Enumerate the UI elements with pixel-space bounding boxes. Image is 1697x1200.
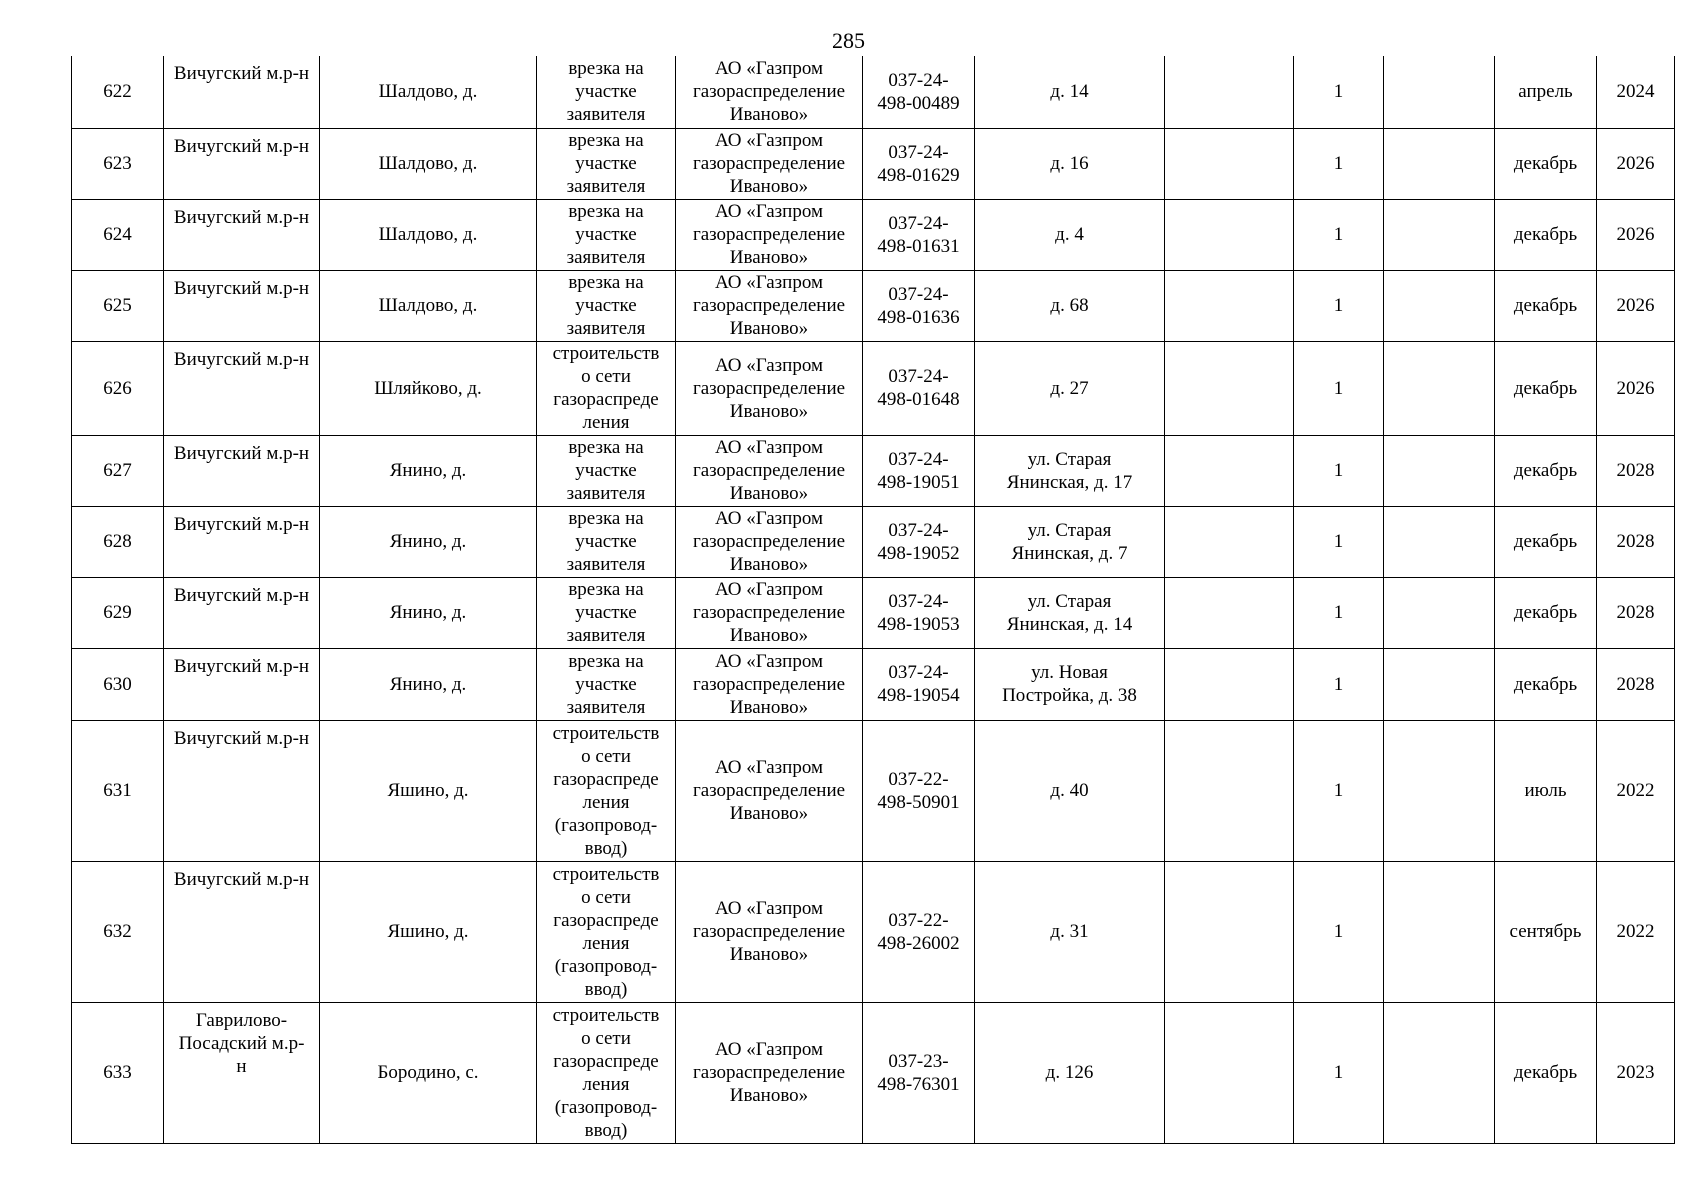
locality-cell: Янино, д. xyxy=(320,648,537,720)
month-cell: апрель xyxy=(1495,56,1597,128)
work-type-cell: врезка на участке заявителя xyxy=(537,506,676,577)
address-cell: д. 27 xyxy=(975,341,1165,435)
address-cell: д. 40 xyxy=(975,720,1165,861)
code-cell: 037-22- 498-50901 xyxy=(863,720,975,861)
count-cell: 1 xyxy=(1294,861,1384,1002)
table-row xyxy=(72,720,1675,861)
row-number-cell: 624 xyxy=(72,199,164,270)
row-number-cell: 631 xyxy=(72,720,164,861)
month-cell: декабрь xyxy=(1495,1002,1597,1143)
district-cell: Вичугский м.р-н xyxy=(164,577,320,648)
district-cell: Вичугский м.р-н xyxy=(164,199,320,270)
code-cell: 037-24- 498-00489 xyxy=(863,56,975,128)
table-row xyxy=(72,128,1675,199)
count-cell: 1 xyxy=(1294,128,1384,199)
address-cell: ул. Новая Постройка, д. 38 xyxy=(975,648,1165,720)
district-cell: Вичугский м.р-н xyxy=(164,506,320,577)
row-number-cell: 632 xyxy=(72,861,164,1002)
empty-cell xyxy=(1165,506,1294,577)
year-cell: 2028 xyxy=(1597,648,1675,720)
year-cell: 2026 xyxy=(1597,270,1675,341)
organization-cell: АО «Газпром газораспределение Иваново» xyxy=(676,577,863,648)
table-body xyxy=(72,56,1675,1143)
empty-cell xyxy=(1384,199,1495,270)
locality-cell: Шалдово, д. xyxy=(320,199,537,270)
row-number-cell: 622 xyxy=(72,56,164,128)
month-cell: декабрь xyxy=(1495,341,1597,435)
table-row xyxy=(72,435,1675,506)
empty-cell xyxy=(1165,648,1294,720)
district-cell: Вичугский м.р-н xyxy=(164,341,320,435)
year-cell: 2026 xyxy=(1597,341,1675,435)
locality-cell: Бородино, с. xyxy=(320,1002,537,1143)
count-cell: 1 xyxy=(1294,435,1384,506)
month-cell: декабрь xyxy=(1495,506,1597,577)
empty-cell xyxy=(1384,861,1495,1002)
work-type-cell: врезка на участке заявителя xyxy=(537,648,676,720)
empty-cell xyxy=(1165,720,1294,861)
table-row xyxy=(72,56,1675,128)
organization-cell: АО «Газпром газораспределение Иваново» xyxy=(676,199,863,270)
row-number-cell: 626 xyxy=(72,341,164,435)
table-row xyxy=(72,648,1675,720)
district-cell: Вичугский м.р-н xyxy=(164,435,320,506)
table-row xyxy=(72,506,1675,577)
empty-cell xyxy=(1384,1002,1495,1143)
work-type-cell: строительств о сети газораспреде ления (газопровод- ввод) xyxy=(537,1002,676,1143)
address-cell: д. 31 xyxy=(975,861,1165,1002)
locality-cell: Шалдово, д. xyxy=(320,128,537,199)
work-type-cell: врезка на участке заявителя xyxy=(537,577,676,648)
row-number-cell: 630 xyxy=(72,648,164,720)
year-cell: 2024 xyxy=(1597,56,1675,128)
row-number-cell: 633 xyxy=(72,1002,164,1143)
code-cell: 037-24- 498-01636 xyxy=(863,270,975,341)
work-type-cell: строительств о сети газораспреде ления (газопровод- ввод) xyxy=(537,861,676,1002)
month-cell: декабрь xyxy=(1495,648,1597,720)
district-cell: Вичугский м.р-н xyxy=(164,270,320,341)
row-number-cell: 629 xyxy=(72,577,164,648)
table-row xyxy=(72,270,1675,341)
locality-cell: Янино, д. xyxy=(320,506,537,577)
empty-cell xyxy=(1165,128,1294,199)
empty-cell xyxy=(1165,270,1294,341)
row-number-cell: 625 xyxy=(72,270,164,341)
district-cell: Гаврилово- Посадский м.р- н xyxy=(164,1002,320,1143)
table-row xyxy=(72,341,1675,435)
organization-cell: АО «Газпром газораспределение Иваново» xyxy=(676,1002,863,1143)
organization-cell: АО «Газпром газораспределение Иваново» xyxy=(676,56,863,128)
code-cell: 037-24- 498-01631 xyxy=(863,199,975,270)
empty-cell xyxy=(1384,577,1495,648)
empty-cell xyxy=(1384,648,1495,720)
count-cell: 1 xyxy=(1294,56,1384,128)
table-row xyxy=(72,1002,1675,1143)
address-cell: д. 68 xyxy=(975,270,1165,341)
address-cell: д. 126 xyxy=(975,1002,1165,1143)
year-cell: 2028 xyxy=(1597,506,1675,577)
code-cell: 037-24- 498-19051 xyxy=(863,435,975,506)
count-cell: 1 xyxy=(1294,648,1384,720)
empty-cell xyxy=(1165,435,1294,506)
row-number-cell: 628 xyxy=(72,506,164,577)
district-cell: Вичугский м.р-н xyxy=(164,648,320,720)
count-cell: 1 xyxy=(1294,341,1384,435)
code-cell: 037-24- 498-19052 xyxy=(863,506,975,577)
organization-cell: АО «Газпром газораспределение Иваново» xyxy=(676,435,863,506)
address-cell: ул. Старая Янинская, д. 14 xyxy=(975,577,1165,648)
table-row xyxy=(72,577,1675,648)
year-cell: 2028 xyxy=(1597,435,1675,506)
empty-cell xyxy=(1165,341,1294,435)
month-cell: декабрь xyxy=(1495,435,1597,506)
year-cell: 2028 xyxy=(1597,577,1675,648)
empty-cell xyxy=(1165,199,1294,270)
locality-cell: Шляйково, д. xyxy=(320,341,537,435)
page-number: 285 xyxy=(832,28,865,53)
organization-cell: АО «Газпром газораспределение Иваново» xyxy=(676,648,863,720)
empty-cell xyxy=(1384,128,1495,199)
code-cell: 037-24- 498-01648 xyxy=(863,341,975,435)
locality-cell: Яшино, д. xyxy=(320,720,537,861)
organization-cell: АО «Газпром газораспределение Иваново» xyxy=(676,270,863,341)
organization-cell: АО «Газпром газораспределение Иваново» xyxy=(676,128,863,199)
organization-cell: АО «Газпром газораспределение Иваново» xyxy=(676,341,863,435)
data-table xyxy=(71,56,1675,1144)
code-cell: 037-23- 498-76301 xyxy=(863,1002,975,1143)
month-cell: декабрь xyxy=(1495,199,1597,270)
organization-cell: АО «Газпром газораспределение Иваново» xyxy=(676,720,863,861)
empty-cell xyxy=(1384,270,1495,341)
address-cell: ул. Старая Янинская, д. 7 xyxy=(975,506,1165,577)
count-cell: 1 xyxy=(1294,270,1384,341)
year-cell: 2022 xyxy=(1597,720,1675,861)
count-cell: 1 xyxy=(1294,199,1384,270)
district-cell: Вичугский м.р-н xyxy=(164,128,320,199)
empty-cell xyxy=(1165,56,1294,128)
empty-cell xyxy=(1384,56,1495,128)
empty-cell xyxy=(1384,341,1495,435)
empty-cell xyxy=(1384,435,1495,506)
work-type-cell: строительств о сети газораспреде ления (газопровод- ввод) xyxy=(537,720,676,861)
count-cell: 1 xyxy=(1294,577,1384,648)
code-cell: 037-24- 498-01629 xyxy=(863,128,975,199)
count-cell: 1 xyxy=(1294,506,1384,577)
empty-cell xyxy=(1165,577,1294,648)
address-cell: ул. Старая Янинская, д. 17 xyxy=(975,435,1165,506)
work-type-cell: врезка на участке заявителя xyxy=(537,56,676,128)
month-cell: декабрь xyxy=(1495,577,1597,648)
locality-cell: Шалдово, д. xyxy=(320,56,537,128)
month-cell: декабрь xyxy=(1495,270,1597,341)
district-cell: Вичугский м.р-н xyxy=(164,56,320,128)
year-cell: 2023 xyxy=(1597,1002,1675,1143)
work-type-cell: строительств о сети газораспреде ления xyxy=(537,341,676,435)
year-cell: 2026 xyxy=(1597,128,1675,199)
row-number-cell: 627 xyxy=(72,435,164,506)
year-cell: 2022 xyxy=(1597,861,1675,1002)
table-row xyxy=(72,861,1675,1002)
row-number-cell: 623 xyxy=(72,128,164,199)
locality-cell: Шалдово, д. xyxy=(320,270,537,341)
district-cell: Вичугский м.р-н xyxy=(164,720,320,861)
work-type-cell: врезка на участке заявителя xyxy=(537,199,676,270)
month-cell: сентябрь xyxy=(1495,861,1597,1002)
organization-cell: АО «Газпром газораспределение Иваново» xyxy=(676,861,863,1002)
work-type-cell: врезка на участке заявителя xyxy=(537,128,676,199)
address-cell: д. 14 xyxy=(975,56,1165,128)
empty-cell xyxy=(1384,720,1495,861)
district-cell: Вичугский м.р-н xyxy=(164,861,320,1002)
empty-cell xyxy=(1165,861,1294,1002)
month-cell: июль xyxy=(1495,720,1597,861)
work-type-cell: врезка на участке заявителя xyxy=(537,435,676,506)
locality-cell: Янино, д. xyxy=(320,435,537,506)
year-cell: 2026 xyxy=(1597,199,1675,270)
count-cell: 1 xyxy=(1294,1002,1384,1143)
organization-cell: АО «Газпром газораспределение Иваново» xyxy=(676,506,863,577)
address-cell: д. 4 xyxy=(975,199,1165,270)
code-cell: 037-22- 498-26002 xyxy=(863,861,975,1002)
locality-cell: Яшино, д. xyxy=(320,861,537,1002)
table-row xyxy=(72,199,1675,270)
code-cell: 037-24- 498-19054 xyxy=(863,648,975,720)
empty-cell xyxy=(1384,506,1495,577)
locality-cell: Янино, д. xyxy=(320,577,537,648)
work-type-cell: врезка на участке заявителя xyxy=(537,270,676,341)
empty-cell xyxy=(1165,1002,1294,1143)
month-cell: декабрь xyxy=(1495,128,1597,199)
address-cell: д. 16 xyxy=(975,128,1165,199)
count-cell: 1 xyxy=(1294,720,1384,861)
code-cell: 037-24- 498-19053 xyxy=(863,577,975,648)
